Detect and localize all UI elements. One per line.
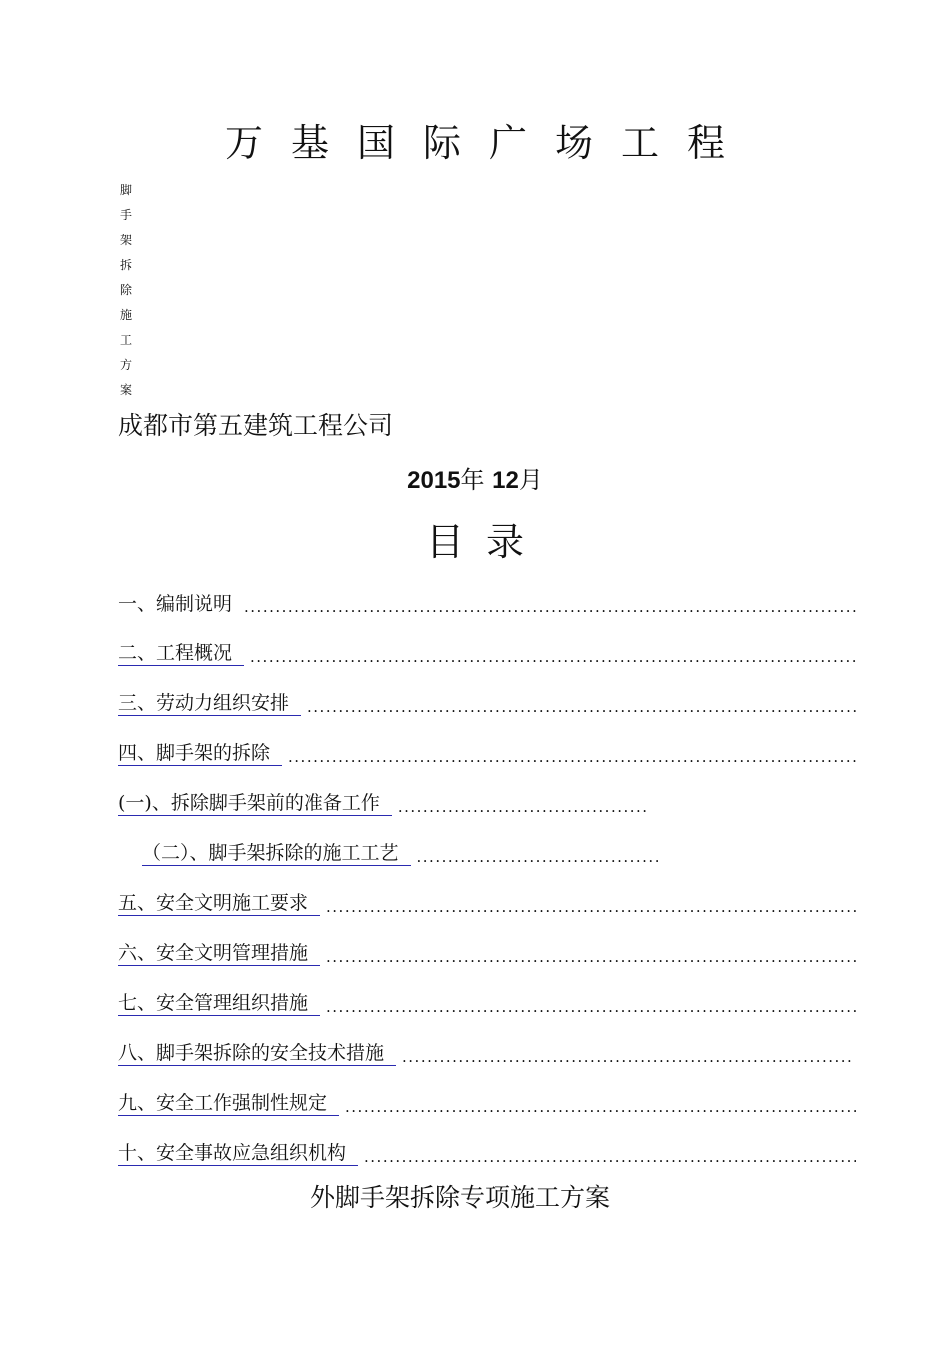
subtitle-char: 手 [119,208,132,222]
vertical-subtitle [118,178,134,403]
subtitle-char: 工 [119,333,132,347]
toc-entry-link[interactable]: 十、安全事故应急组织机构 [118,1141,358,1166]
toc-entry-link[interactable]: (一)、拆除脚手架前的准备工作 [118,791,392,816]
toc-entry[interactable] [142,838,658,866]
toc-entry-link[interactable]: 四、脚手架的拆除 [118,741,282,766]
toc-leader-dots [238,598,856,616]
toc-entry[interactable] [118,888,856,916]
subtitle-char: 案 [119,383,132,397]
toc-heading: 目录 [425,520,546,564]
toc-leader-dots [320,998,856,1016]
toc-entry[interactable] [118,788,646,816]
toc-leader-dots [339,1098,856,1116]
project-title: 万基国际广场工程 [224,121,753,165]
toc-entry[interactable] [118,688,856,716]
subtitle-char: 方 [119,358,132,372]
document-title: 外脚手架拆除专项施工方案 [309,1183,610,1212]
toc-leader-dots [244,648,856,666]
date-month: 12 [492,467,519,494]
subtitle-char: 施 [119,308,132,322]
toc-entry-link[interactable]: 三、劳动力组织安排 [118,691,301,716]
toc-leader-dots [396,1048,854,1066]
subtitle-char: 架 [119,233,132,247]
toc-entry[interactable] [118,938,856,966]
toc-entry-link[interactable]: 八、脚手架拆除的安全技术措施 [118,1041,396,1066]
toc-entry-link[interactable]: 五、安全文明施工要求 [118,891,320,916]
toc-entry-link[interactable]: （二）、脚手架拆除的施工工艺 [142,841,411,866]
toc-entry[interactable] [118,1088,856,1116]
toc-entry-link[interactable]: 九、安全工作强制性规定 [118,1091,339,1116]
date-month-suffix: 月 [518,466,543,494]
subtitle-char: 拆 [119,258,132,272]
toc-entry[interactable] [118,738,858,766]
toc-leader-dots [282,748,858,766]
toc-entry[interactable] [118,1038,854,1066]
toc-leader-dots [320,898,856,916]
document-date [0,462,950,499]
toc-entry [118,588,856,616]
subtitle-char: 除 [119,283,132,297]
toc-entry-label: 一、编制说明 [118,593,233,615]
toc-entry-link[interactable]: 六、安全文明管理措施 [118,941,320,966]
toc-leader-dots [411,848,658,866]
toc-leader-dots [358,1148,856,1166]
toc-leader-dots [392,798,646,816]
toc-entry[interactable] [118,638,856,666]
date-year: 2015 [407,467,461,494]
toc-leader-dots [301,698,856,716]
date-year-suffix: 年 [460,466,485,494]
company-name: 成都市第五建筑工程公司 [118,411,394,440]
subtitle-char: 脚 [119,183,132,197]
toc-entry[interactable] [118,1138,856,1166]
toc-entry-link[interactable]: 二、工程概况 [118,641,244,666]
toc-leader-dots [320,948,856,966]
toc-entry[interactable] [118,988,856,1016]
toc-entry-link[interactable]: 七、安全管理组织措施 [118,991,320,1016]
